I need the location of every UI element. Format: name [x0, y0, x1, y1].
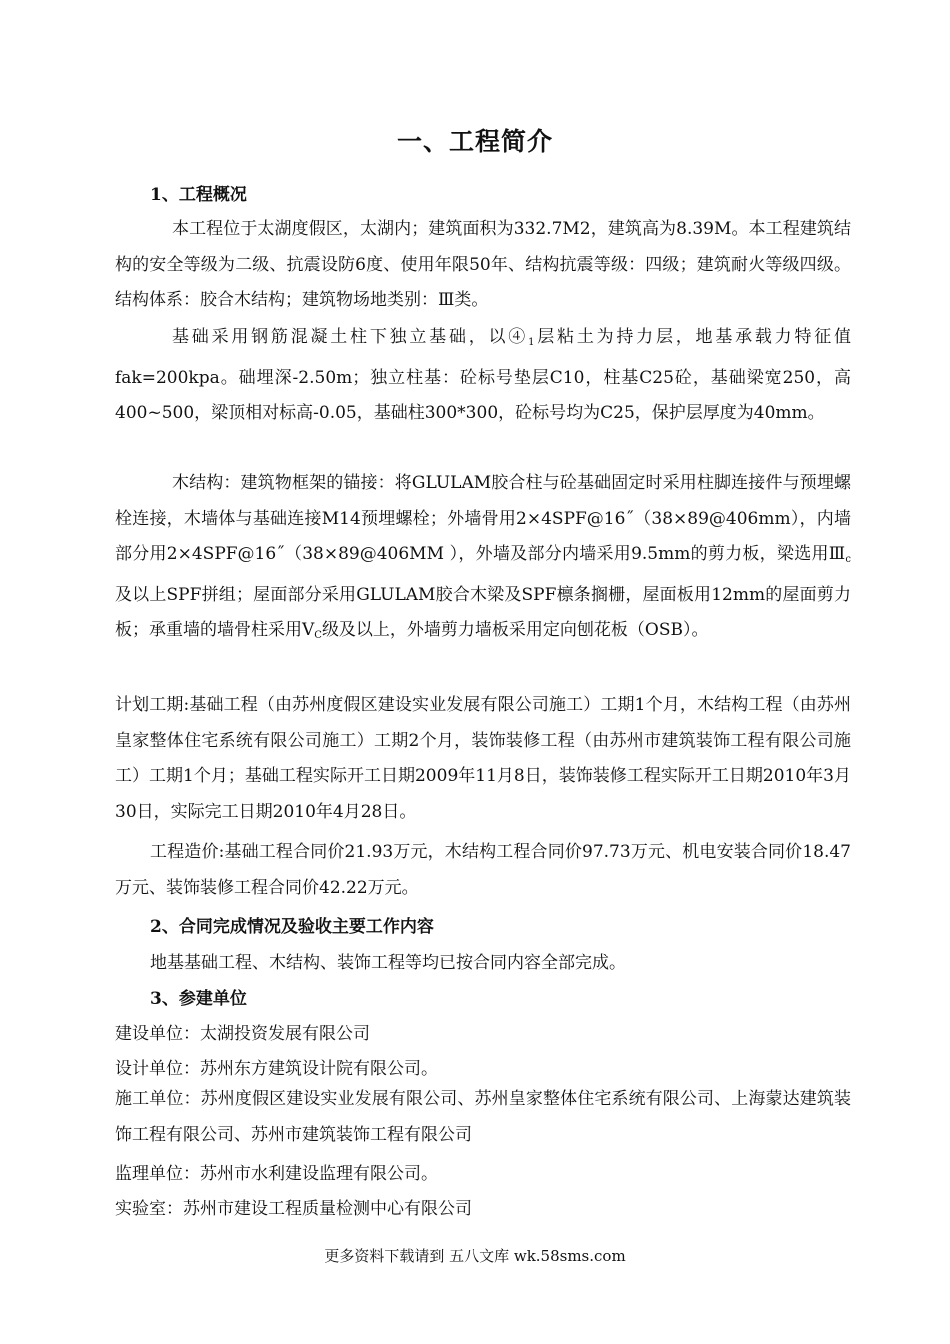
- p3-text-a: 木结构：建筑物框架的锚接：将GLULAM胶合柱与砼基础固定时采用柱脚连接件与预埋螺栓连接，木墙体与基础连接M14预埋螺栓；外墙骨用2×4SPF@16˝（38×89@406mm），内墙部分用2×4SPF@16˝（38×89@406MM ），外墙及部分内墙采用9.5mm的剪力板，梁选用Ⅲ: [115, 473, 851, 564]
- builder-units: 施工单位：苏州度假区建设实业发展有限公司、苏州皇家整体住宅系统有限公司、上海蒙达建筑装饰工程有限公司、苏州市建筑装饰工程有限公司: [115, 1089, 851, 1145]
- p2-text-b: 层粘土为持力层，地基承载力特征值fak=200kpa。础埋深-2.50m；独立柱基：砼标号垫层C10，柱基C25砼，基础梁宽250，高400~500，梁顶相对标高-0.05，基础柱300*300，砼标号均为C25，保护层厚度为40mm。: [115, 327, 852, 423]
- p3-text-c: 级及以上，外墙剪力墙板采用定向刨花板（OSB）。: [321, 620, 709, 640]
- footer-note: 更多资料下载请到 五八文库 wk.58sms.com: [324, 1247, 626, 1265]
- p3-subscript-2: C: [314, 630, 322, 641]
- construction-unit: 建设单位：太湖投资发展有限公司: [115, 1024, 370, 1044]
- section-1-paragraph-4: 计划工期:基础工程（由苏州度假区建设实业发展有限公司施工）工期1个月，木结构工程（由苏州皇家整体住宅系统有限公司施工）工期2个月，装饰装修工程（由苏州市建筑装饰工程有限公司施工）工期1个月；基础工程实际开工日期2009年11月8日，装饰装修工程实际开工日期2010年3月30日，实际完工日期2010年4月28日。: [115, 695, 851, 822]
- section-1-paragraph-5: 工程造价:基础工程合同价21.93万元，木结构工程合同价97.73万元、机电安装合同价18.47万元、装饰装修工程合同价42.22万元。: [115, 842, 851, 898]
- section-3-heading: 3、参建单位: [150, 989, 247, 1009]
- page-title: 一、工程简介: [396, 127, 553, 156]
- p3-text-b: 及以上SPF拼组；屋面部分采用GLULAM胶合木梁及SPF檩条搁栅，屋面板用12mm的屋面剪力板；承重墙的墙骨柱采用V: [115, 584, 851, 640]
- supervision-unit: 监理单位：苏州市水利建设监理有限公司。: [115, 1164, 438, 1184]
- section-1-heading: 1、工程概况: [150, 185, 247, 205]
- section-2-heading: 2、合同完成情况及验收主要工作内容: [150, 917, 434, 937]
- section-2-paragraph: 地基基础工程、木结构、装饰工程等均已按合同内容全部完成。: [150, 953, 626, 973]
- p3-subscript-1: c: [845, 554, 851, 565]
- section-1-paragraph-2: [115, 320, 851, 432]
- laboratory-unit: 实验室：苏州市建设工程质量检测中心有限公司: [115, 1199, 472, 1219]
- design-unit: 设计单位：苏州东方建筑设计院有限公司。: [115, 1059, 438, 1079]
- p2-text-a: 基础采用钢筋混凝土柱下独立基础，以④: [172, 327, 529, 347]
- section-1-paragraph-1: 本工程位于太湖度假区，太湖内；建筑面积为332.7M2，建筑高为8.39M。本工程建筑结构的安全等级为二级、抗震设防6度、使用年限50年、结构抗震等级：四级；建筑耐火等级四级。结构体系：胶合木结构；建筑物场地类别：Ⅲ类。: [115, 219, 851, 310]
- section-1-paragraph-3: [115, 466, 851, 654]
- p2-subscript: 1: [528, 337, 535, 348]
